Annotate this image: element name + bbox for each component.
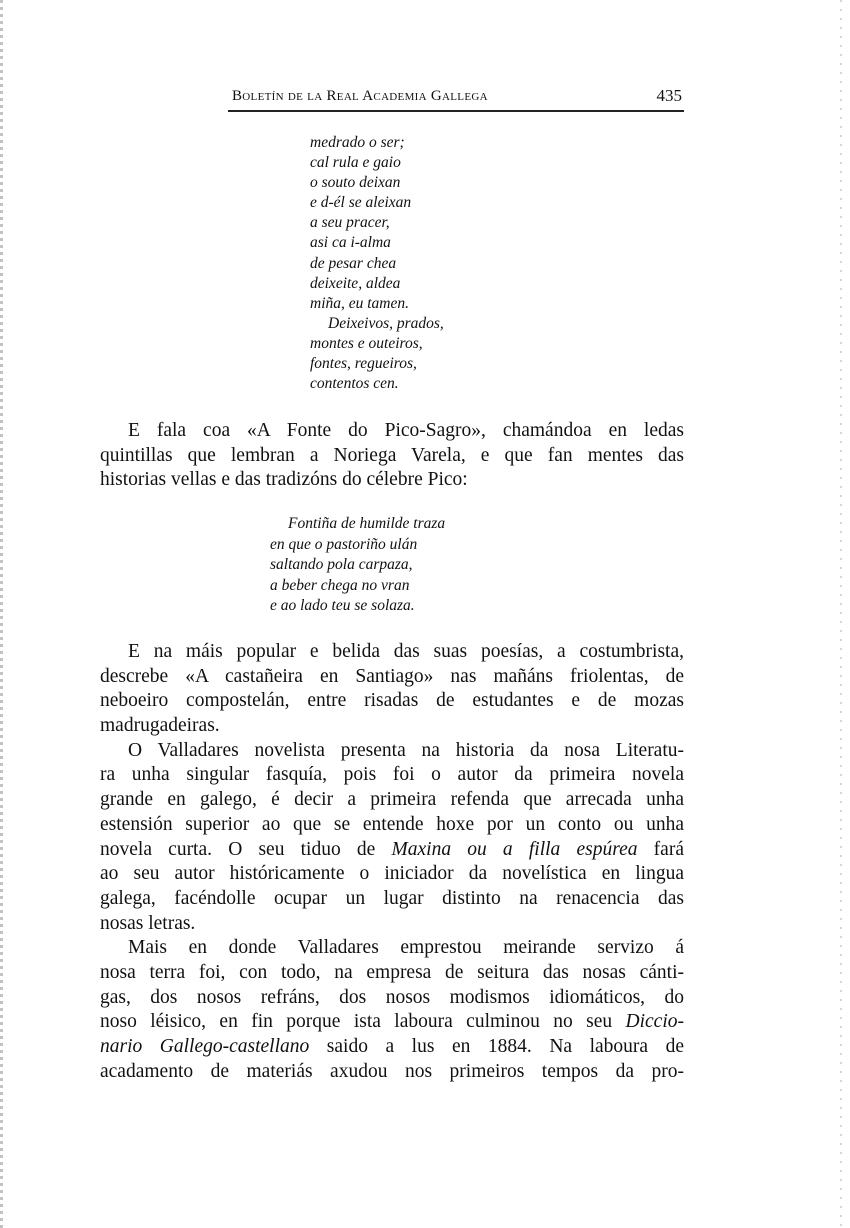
text-line [100, 912, 684, 937]
text-run: E fala coa «A Fonte do Pico-Sagro», chamándoa en ledas [128, 420, 684, 441]
text-run: ra unha singular fasquía, pois foi o autor da primeira novela [100, 764, 684, 786]
scan-edge-left [0, 0, 3, 1228]
poem-verse: e d-él se aleixan [310, 194, 412, 212]
text-run: neboeiro compostelán, entre risadas de estudantes e de mozas [100, 690, 684, 712]
poem-excerpt-2 [270, 514, 445, 617]
poem-verse: de pesar chea [310, 254, 397, 272]
text-run: estensión superior ao que se entende hoxe por un conto ou unha [100, 813, 684, 835]
text-line [100, 813, 684, 838]
paragraph [100, 640, 684, 739]
poem-verse: en que o pastoriño ulán [270, 535, 418, 553]
text-line [100, 1060, 684, 1085]
poem-verse: Fontiña de humilde traza [288, 515, 446, 532]
text-line [100, 887, 684, 912]
text-line [100, 936, 684, 961]
italic-title: nario Gallego-castellano [100, 1036, 310, 1057]
text-run: descrebe «A castañeira en Santiago» nas mañáns friolentas, de [100, 665, 684, 687]
text-run: Mais en donde Valladares emprestou meirande servizo á [128, 937, 684, 959]
text-line [100, 739, 684, 764]
text-line [100, 419, 684, 444]
text-line [100, 444, 684, 469]
text-run: historias vellas e das tradizóns do célebre Pico: [100, 469, 468, 491]
text-line [100, 665, 684, 690]
text-run: noso léisico, en fin porque ista laboura culminou no seu [100, 1011, 626, 1033]
body-paragraphs [100, 640, 684, 1084]
poem-verse: miña, eu tamen. [310, 294, 410, 312]
text-line [100, 689, 684, 714]
paragraph [100, 936, 684, 1084]
text-line [100, 763, 684, 788]
italic-title: Diccio- [625, 1011, 684, 1033]
text-line [100, 986, 684, 1011]
text-line [100, 468, 684, 493]
text-line [100, 640, 684, 665]
header-rule [228, 110, 684, 112]
text-run: saido a lus en 1884. Na laboura de [309, 1036, 684, 1057]
poem-verse: fontes, regueiros, [310, 355, 417, 373]
poem-verse: Deixeivos, prados, [328, 314, 444, 332]
text-run: grande en galego, é decir a primeira refenda que arrecada unha [100, 789, 684, 811]
text-line [100, 1010, 684, 1035]
text-run: gas, dos nosos refráns, dos nosos modismos idiomáticos, do [100, 986, 684, 1008]
scan-edge-right [840, 0, 842, 1228]
poem-verse: saltando pola carpaza, [270, 556, 413, 573]
text-run: quintillas que lembran a Noriega Varela, e que fan mentes das [100, 444, 684, 466]
poem-verse: o souto deixan [310, 174, 401, 192]
text-line [100, 862, 684, 887]
text-run: E na máis popular e belida das suas poesías, a costumbrista, [128, 641, 684, 662]
text-run: acadamento de materiás axudou nos primeiros tempos da pro- [100, 1060, 684, 1082]
text-run: nosa terra foi, con todo, na empresa de seitura das nosas cánti- [100, 961, 684, 983]
text-line [100, 838, 684, 863]
page-number: 435 [656, 86, 682, 105]
poem-excerpt-1 [310, 133, 444, 394]
running-title: Boletín de la Real Academia Gallega [232, 88, 488, 104]
paragraph [100, 739, 684, 937]
text-run: galega, facéndolle ocupar un lugar distinto na renacencia das [100, 887, 684, 909]
poem-verse: deixeite, aldea [310, 274, 401, 292]
poem-verse: medrado o ser; [310, 134, 405, 151]
text-run: ao seu autor históricamente o iniciador da novelística en lingua [100, 863, 684, 885]
text-run: madrugadeiras. [100, 715, 220, 737]
text-run: fará [637, 838, 684, 860]
poem-verse: cal rula e gaio [310, 154, 401, 172]
text-line [100, 714, 684, 739]
text-run: novela curta. O seu tiduo de [100, 838, 392, 860]
text-line [100, 961, 684, 986]
italic-title: Maxina ou a filla espúrea [391, 838, 638, 860]
poem-verse: a seu pracer, [310, 214, 390, 232]
text-run: nosas letras. [100, 912, 196, 934]
page-header [228, 86, 684, 110]
paragraph-intro-fonte [100, 419, 684, 493]
poem-verse: contentos cen. [310, 375, 399, 393]
text-line [100, 1035, 684, 1060]
text-run: O Valladares novelista presenta na historia da nosa Literatu- [128, 739, 684, 761]
text-line [100, 788, 684, 813]
poem-verse: a beber chega no vran [270, 576, 410, 594]
poem-verse: e ao lado teu se solaza. [270, 597, 415, 614]
poem-verse: montes e outeiros, [310, 334, 423, 352]
poem-verse: asi ca i-alma [310, 234, 391, 252]
